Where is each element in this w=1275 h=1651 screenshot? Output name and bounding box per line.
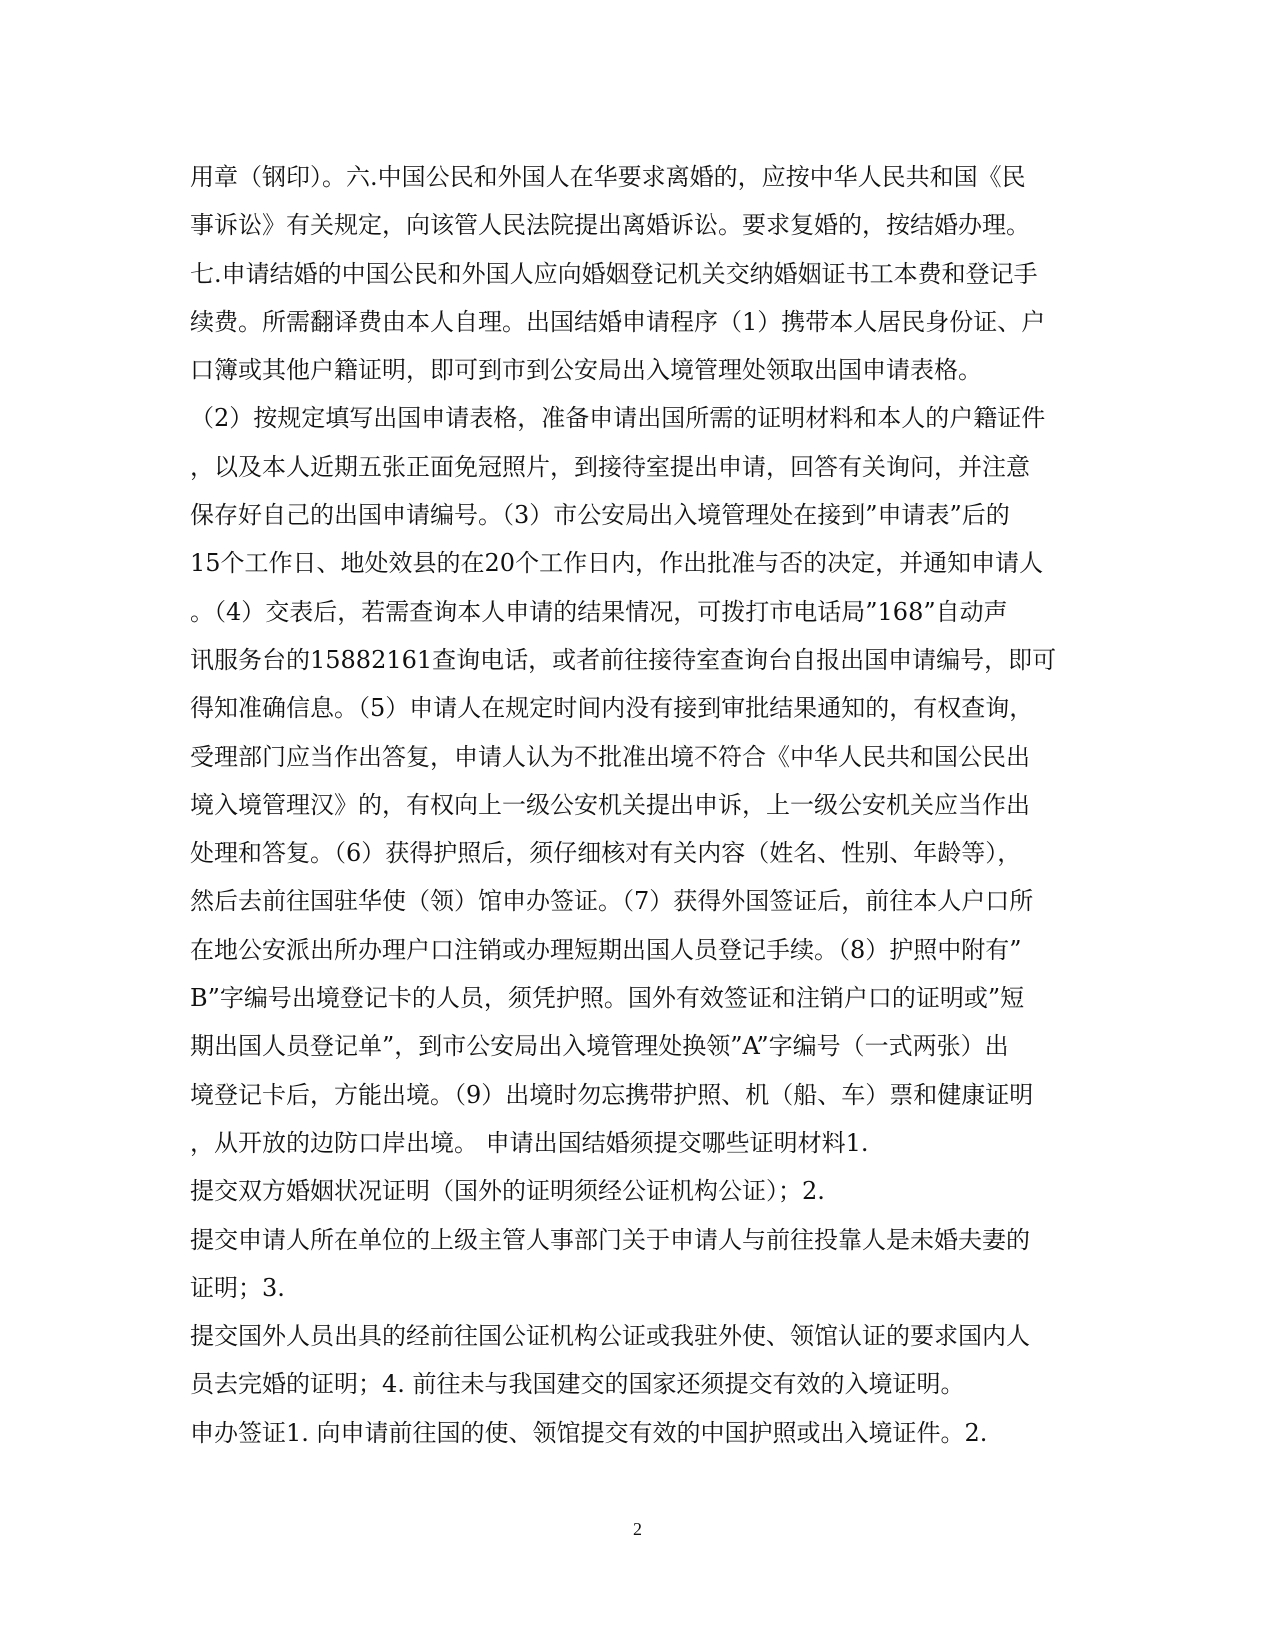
text-line: B”字编号出境登记卡的人员，须凭护照。国外有效签证和注销户口的证明或”短 bbox=[190, 984, 1025, 1013]
text-line: 申办签证1. 向申请前往国的使、领馆提交有效的中国护照或出入境证件。2. bbox=[190, 1418, 988, 1447]
text-line: （2）按规定填写出国申请表格，准备申请出国所需的证明材料和本人的户籍证件 bbox=[190, 404, 1046, 433]
text-line: 受理部门应当作出答复，申请人认为不批准出境不符合《中华人民共和国公民出 bbox=[190, 742, 1030, 771]
page-number: 2 bbox=[633, 1519, 642, 1539]
text-line: ，从开放的边防口岸出境。 申请出国结婚须提交哪些证明材料1. bbox=[190, 1128, 869, 1157]
text-line: 提交申请人所在单位的上级主管人事部门关于申请人与前往投靠人是未婚夫妻的 bbox=[190, 1225, 1030, 1254]
text-line: 境入境管理汉》的，有权向上一级公安机关提出申诉，上一级公安机关应当作出 bbox=[190, 790, 1030, 819]
text-line: 口簿或其他户籍证明，即可到市到公安局出入境管理处领取出国申请表格。 bbox=[190, 356, 982, 385]
body-text bbox=[190, 153, 1090, 1457]
text-line: 。（4）交表后，若需查询本人申请的结果情况，可拨打市电话局”168”自动声 bbox=[190, 597, 1008, 626]
text-line: 七.申请结婚的中国公民和外国人应向婚姻登记机关交纳婚姻证书工本费和登记手 bbox=[190, 259, 1038, 288]
text-line: 境登记卡后，方能出境。（9）出境时勿忘携带护照、机（船、车）票和健康证明 bbox=[190, 1080, 1034, 1109]
text-line: ，以及本人近期五张正面免冠照片，到接待室提出申请，回答有关询问，并注意 bbox=[190, 452, 1030, 481]
text-line: 在地公安派出所办理户口注销或办理短期出国人员登记手续。（8）护照中附有” bbox=[190, 935, 1022, 964]
text-line: 得知准确信息。（5）申请人在规定时间内没有接到审批结果通知的，有权查询， bbox=[190, 694, 1034, 723]
text-line: 讯服务台的15882161查询电话，或者前往接待室查询台自报出国申请编号，即可 bbox=[190, 645, 1057, 674]
text-line: 提交国外人员出具的经前往国公证机构公证或我驻外使、领馆认证的要求国内人 bbox=[190, 1322, 1030, 1351]
text-line: 然后去前往国驻华使（领）馆申办签证。（7）获得外国签证后，前往本人户口所 bbox=[190, 887, 1034, 916]
text-line: 15个工作日、地处效县的在20个工作日内，作出批准与否的决定，并通知申请人 bbox=[190, 549, 1044, 578]
text-line: 续费。所需翻译费由本人自理。出国结婚申请程序（1）携带本人居民身份证、户 bbox=[190, 307, 1046, 336]
text-line: 员去完婚的证明；4. 前往未与我国建交的国家还须提交有效的入境证明。 bbox=[190, 1370, 965, 1399]
text-line: 提交双方婚姻状况证明（国外的证明须经公证机构公证）；2. bbox=[190, 1177, 825, 1206]
text-line: 处理和答复。（6）获得护照后，须仔细核对有关内容（姓名、性别、年龄等）， bbox=[190, 839, 1022, 868]
text-line: 保存好自己的出国申请编号。（3）市公安局出入境管理处在接到”申请表”后的 bbox=[190, 501, 1010, 530]
text-line: 证明；3. bbox=[190, 1273, 285, 1302]
text-line: 期出国人员登记单”，到市公安局出入境管理处换领”A”字编号（一式两张）出 bbox=[190, 1032, 1009, 1061]
text-line: 用章（钢印）。六.中国公民和外国人在华要求离婚的，应按中华人民共和国《民 bbox=[190, 163, 1026, 191]
text-line: 事诉讼》有关规定，向该管人民法院提出离婚诉讼。要求复婚的，按结婚办理。 bbox=[190, 211, 1030, 240]
